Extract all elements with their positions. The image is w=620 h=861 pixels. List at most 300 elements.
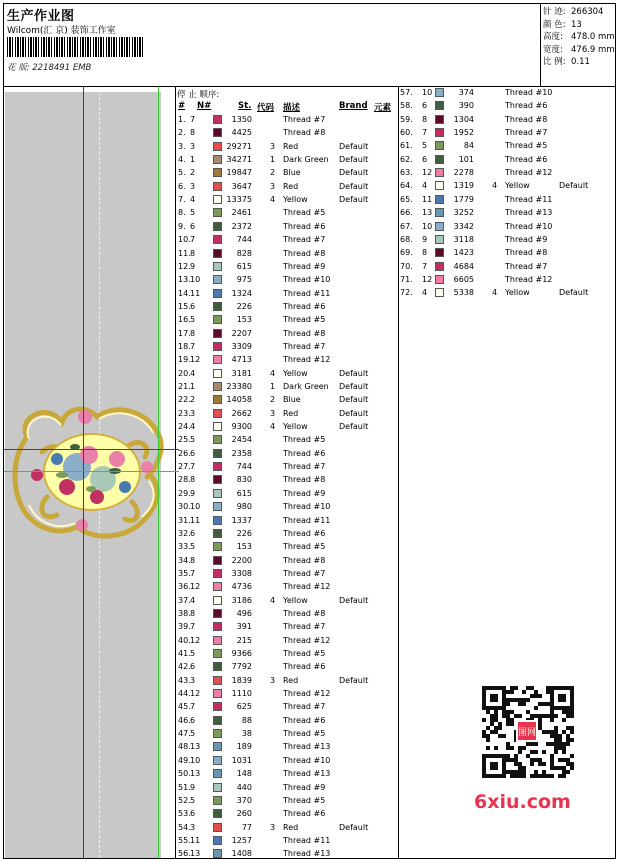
thread-color-swatch [213,382,222,391]
thread-color-swatch [213,676,222,685]
stitch-count: 7792 [231,662,252,672]
needle-number: 10 [422,221,433,231]
thread-color-swatch [213,729,222,738]
stitch-count: 440 [236,782,252,792]
stop-number: 50. [178,769,191,779]
thread-description: Red [283,675,299,685]
thread-description: Thread #5 [283,315,326,325]
stitch-count: 1839 [231,675,252,685]
stop-number: 57. [400,88,413,97]
needle-number: 7 [190,622,196,632]
needle-number: 2 [190,395,196,405]
stop-row [178,795,398,808]
stitch-count: 9366 [231,649,252,658]
design-filename: 花 版: 2218491 EMB [7,63,92,73]
thread-description: Thread #9 [283,782,326,792]
stop-row [400,247,620,260]
thread-color-swatch [435,195,444,204]
stop-number: 71. [400,274,413,284]
thread-description: Red [283,181,299,191]
thread-color-swatch [435,168,444,177]
stop-row [178,488,398,501]
stitch-count: 3647 [231,181,252,191]
stitch-count: 226 [236,528,252,538]
thread-brand: Default [339,395,369,405]
thread-color-swatch [213,796,222,805]
stop-number: 52. [178,795,191,805]
needle-number: 13 [190,849,201,859]
needle-number: 13 [190,742,201,752]
thread-description: Thread #5 [283,542,326,552]
thread-brand: Default [339,168,369,178]
stop-number: 56. [178,849,191,859]
stop-number: 45. [178,702,191,712]
thread-description: Thread #9 [283,488,326,498]
needle-number: 11 [190,515,201,525]
stitch-count: 14058 [226,395,252,405]
stitch-count: 2662 [231,408,252,418]
stitch-count: 38 [241,729,252,739]
stitch-count: 5338 [453,288,474,298]
thread-color-swatch [435,101,444,110]
thread-color-swatch [213,569,222,578]
thread-description: Yellow [505,288,530,298]
stop-number: 68. [400,234,413,244]
stat-row [543,56,590,68]
needle-number: 8 [422,248,428,258]
thread-color-swatch [213,582,222,591]
thread-description: Thread #8 [505,114,548,124]
thread-description: Blue [283,168,301,178]
thread-color-swatch [213,195,222,204]
stop-number: 46. [178,715,191,725]
needle-number: 6 [422,101,428,111]
stitch-count: 828 [236,248,252,258]
thread-description: Thread #13 [505,208,553,218]
stop-row [400,194,620,207]
thread-description: Thread #10 [283,275,331,285]
stop-row [178,341,398,354]
needle-number: 7 [190,462,196,472]
thread-description: Thread #13 [283,769,331,779]
needle-number: 3 [190,675,196,685]
thread-description: Thread #7 [283,341,326,351]
stitch-count: 1337 [231,515,252,525]
thread-color-swatch [213,355,222,364]
stop-row [178,782,398,795]
thread-color-swatch [435,222,444,231]
needle-number: 10 [190,275,201,285]
stitch-count: 625 [236,702,252,712]
thread-description: Thread #13 [283,849,331,859]
stop-number: 37. [178,595,191,605]
needle-number: 6 [190,662,196,672]
thread-brand: Default [339,181,369,191]
column-divider [398,86,399,859]
needle-number: 5 [190,795,196,805]
thread-description: Thread #7 [283,235,326,245]
stat-label: 高度: [543,32,563,42]
thread-color-swatch [213,516,222,525]
stop-number: 66. [400,208,413,218]
stat-value: 266304 [571,7,604,17]
stop-number: 48. [178,742,191,752]
stop-row [178,288,398,301]
thread-description: Thread #7 [283,115,326,124]
stop-number: 47. [178,729,191,739]
thread-color-swatch [213,182,222,191]
thread-description: Thread #10 [283,755,331,765]
needle-number: 9 [190,488,196,498]
thread-color-swatch [213,529,222,538]
thread-color-swatch [213,462,222,471]
needle-number: 13 [422,208,433,218]
needle-number: 5 [190,649,196,658]
stop-row [178,621,398,634]
thread-description: Thread #7 [283,702,326,712]
stop-row [178,194,398,207]
stitch-count: 3186 [231,595,252,605]
thread-color-swatch [213,208,222,217]
stitch-count: 1408 [231,849,252,859]
col-needle: N# [197,101,212,111]
needle-number: 10 [422,88,433,97]
stop-row [178,701,398,714]
thread-description: Blue [283,395,301,405]
thread-brand: Default [339,382,369,391]
thread-brand: Default [559,181,589,191]
thread-color-swatch [213,622,222,631]
stop-number: 35. [178,568,191,578]
thread-description: Thread #6 [505,101,548,111]
thread-color-swatch [213,662,222,671]
stat-value: 476.9 mm [571,44,615,55]
thread-color-swatch [213,542,222,551]
thread-description: Dark Green [283,155,329,165]
needle-number: 11 [422,194,433,204]
thread-code: 3 [270,141,276,151]
stop-row [400,274,620,287]
stop-number: 59. [400,114,413,124]
thread-code: 1 [270,155,276,165]
stitch-count: 3181 [231,368,252,378]
needle-number: 8 [190,555,196,565]
needle-number: 8 [190,328,196,338]
thread-description: Thread #9 [283,261,326,271]
thread-code: 3 [270,408,276,418]
needle-number: 3 [190,141,196,151]
stop-row [178,541,398,554]
stop-row [178,434,398,447]
stop-row [178,328,398,341]
page-title: 生产作业图 [7,9,75,24]
needle-number: 1 [190,382,196,391]
thread-code: 3 [270,822,276,832]
stop-row [178,808,398,821]
needle-number: 12 [190,355,201,365]
thread-color-swatch [213,369,222,378]
stitch-count: 4713 [231,355,252,365]
thread-description: Thread #12 [505,168,553,178]
thread-description: Thread #8 [283,608,326,618]
needle-number: 7 [422,261,428,271]
stop-number: 4. [178,155,186,165]
thread-description: Yellow [283,368,308,378]
needle-number: 11 [190,835,201,845]
stop-number: 14. [178,288,191,298]
stop-row [178,181,398,194]
thread-code: 4 [270,368,276,378]
stop-row [178,675,398,688]
needle-number: 11 [190,288,201,298]
thread-color-swatch [213,502,222,511]
thread-color-swatch [435,235,444,244]
thread-description: Yellow [283,422,308,432]
stop-number: 61. [400,141,413,151]
thread-description: Thread #11 [283,835,331,845]
stop-row [178,822,398,835]
stop-number: 34. [178,555,191,565]
thread-color-swatch [213,235,222,244]
stitch-count: 744 [236,462,252,472]
stop-number: 62. [400,154,413,164]
needle-number: 5 [190,542,196,552]
stitch-count: 2207 [231,328,252,338]
stop-row [400,234,620,247]
thread-description: Thread #12 [283,355,331,365]
needle-number: 9 [190,261,196,271]
stitch-count: 148 [236,769,252,779]
thread-description: Thread #8 [283,248,326,258]
stop-row [178,234,398,247]
needle-number: 3 [190,408,196,418]
thread-description: Red [283,822,299,832]
stop-row [178,394,398,407]
stop-row [178,114,398,127]
stop-number: 6. [178,181,186,191]
stat-label: 比 例: [543,57,566,67]
stop-row [178,768,398,781]
stop-row [178,835,398,848]
stop-row [178,755,398,768]
stop-row [178,528,398,541]
boundary-line [158,87,159,858]
thread-description: Thread #5 [283,208,326,218]
thread-brand: Default [339,195,369,205]
thread-description: Thread #10 [505,88,553,97]
stitch-count: 13375 [226,195,252,205]
stop-number: 30. [178,502,191,512]
needle-number: 7 [190,702,196,712]
needle-number: 6 [190,528,196,538]
stitch-count: 4736 [231,582,252,592]
thread-color-swatch [213,489,222,498]
needle-number: 6 [190,221,196,231]
needle-number: 4 [190,195,196,205]
stop-number: 29. [178,488,191,498]
stitch-count: 260 [236,809,252,819]
thread-description: Thread #11 [283,288,331,298]
thread-code: 4 [270,422,276,432]
stat-value: 0.11 [571,57,590,67]
stitch-count: 34271 [226,155,252,165]
stop-row [178,728,398,741]
thread-color-swatch [213,249,222,258]
thread-code: 4 [270,595,276,605]
stitch-count: 370 [236,795,252,805]
stop-number: 15. [178,301,191,311]
needle-number: 4 [190,368,196,378]
stitch-count: 3342 [453,221,474,231]
thread-description: Yellow [283,595,308,605]
stop-row [178,661,398,674]
stat-value: 13 [571,19,582,30]
needle-number: 7 [190,115,196,124]
stop-row [178,568,398,581]
needle-number: 6 [190,809,196,819]
col-hash: # [178,101,186,111]
stop-number: 60. [400,128,413,138]
thread-color-swatch [435,141,444,150]
green-guide-line [4,471,179,472]
thread-color-swatch [435,262,444,271]
stop-row [400,127,620,140]
preview-divider [175,86,176,859]
stop-row [178,648,398,661]
studio-name: Wilcom(汇 京) 装饰工作室 [7,26,116,36]
stop-number: 70. [400,261,413,271]
stitch-count: 226 [236,301,252,311]
thread-color-swatch [213,289,222,298]
stop-row [178,127,398,140]
thread-description: Thread #6 [283,448,326,458]
horizontal-center-line [4,449,179,450]
stop-row [178,368,398,381]
stat-value: 478.0 mm [571,32,615,42]
thread-color-swatch [213,636,222,645]
thread-color-swatch [213,609,222,618]
thread-brand: Default [339,422,369,432]
stitch-count: 3118 [453,234,474,244]
thread-description: Thread #9 [505,234,548,244]
thread-code: 2 [270,168,276,178]
stop-row [178,301,398,314]
stop-number: 32. [178,528,191,538]
stitch-count: 1324 [231,288,252,298]
thread-color-swatch [435,128,444,137]
needle-number: 6 [190,715,196,725]
stitch-count: 2372 [231,221,252,231]
stitch-count: 3252 [453,208,474,218]
stop-row [400,114,620,127]
vertical-center-line [83,87,84,858]
stop-number: 13. [178,275,191,285]
stitch-count: 101 [458,154,474,164]
stop-number: 43. [178,675,191,685]
thread-color-swatch [213,556,222,565]
stop-row [400,140,620,153]
stop-row [178,207,398,220]
stats-divider [540,3,541,86]
stitch-count: 1952 [453,128,474,138]
thread-brand: Default [559,288,589,298]
needle-number: 8 [190,128,196,138]
thread-description: Thread #12 [283,635,331,645]
stitch-count: 980 [236,502,252,512]
thread-description: Thread #5 [505,141,548,151]
stop-row [400,180,620,193]
stop-row [178,408,398,421]
stitch-count: 1423 [453,248,474,258]
stat-row [543,19,582,31]
stitch-count: 29271 [226,141,252,151]
stop-row [400,221,620,234]
thread-description: Thread #12 [505,274,553,284]
needle-number: 12 [190,635,201,645]
needle-number: 7 [190,568,196,578]
needle-number: 9 [190,782,196,792]
thread-color-swatch [213,809,222,818]
needle-number: 5 [190,729,196,739]
stop-number: 1. [178,115,186,124]
thread-color-swatch [213,836,222,845]
col-brand: Brand [339,101,368,111]
stitch-count: 88 [241,715,252,725]
stop-number: 17. [178,328,191,338]
stop-number: 23. [178,408,191,418]
stitch-count: 1304 [453,114,474,124]
stop-sequence-title: 停 止 顺序: [177,90,220,100]
thread-description: Thread #5 [283,649,326,658]
thread-description: Red [283,408,299,418]
stitch-count: 391 [236,622,252,632]
thread-description: Thread #6 [283,528,326,538]
needle-number: 12 [422,168,433,178]
stop-row [178,595,398,608]
stat-label: 针 迹: [543,7,566,17]
stitch-count: 2278 [453,168,474,178]
thread-description: Thread #8 [283,128,326,138]
stop-row [400,87,620,100]
needle-number: 5 [422,141,428,151]
stop-row [178,715,398,728]
qr-code [470,680,586,784]
thread-color-swatch [435,248,444,257]
stat-label: 颜 色: [543,19,566,30]
stitch-count: 189 [236,742,252,752]
thread-description: Yellow [283,195,308,205]
needle-number: 8 [190,248,196,258]
thread-color-swatch [435,275,444,284]
col-code: 代码 [257,103,275,113]
stitch-count: 153 [236,542,252,552]
stop-row [178,448,398,461]
stop-number: 16. [178,315,191,325]
thread-brand: Default [339,141,369,151]
stitch-count: 744 [236,235,252,245]
qr-logo-text: 图网 [517,728,537,738]
stop-number: 18. [178,341,191,351]
needle-number: 6 [190,448,196,458]
stop-number: 27. [178,462,191,472]
stop-row [178,314,398,327]
thread-color-swatch [213,475,222,484]
thread-description: Thread #7 [505,128,548,138]
thread-color-swatch [435,88,444,97]
thread-description: Thread #6 [283,809,326,819]
stop-row [178,848,398,861]
thread-code: 4 [270,195,276,205]
